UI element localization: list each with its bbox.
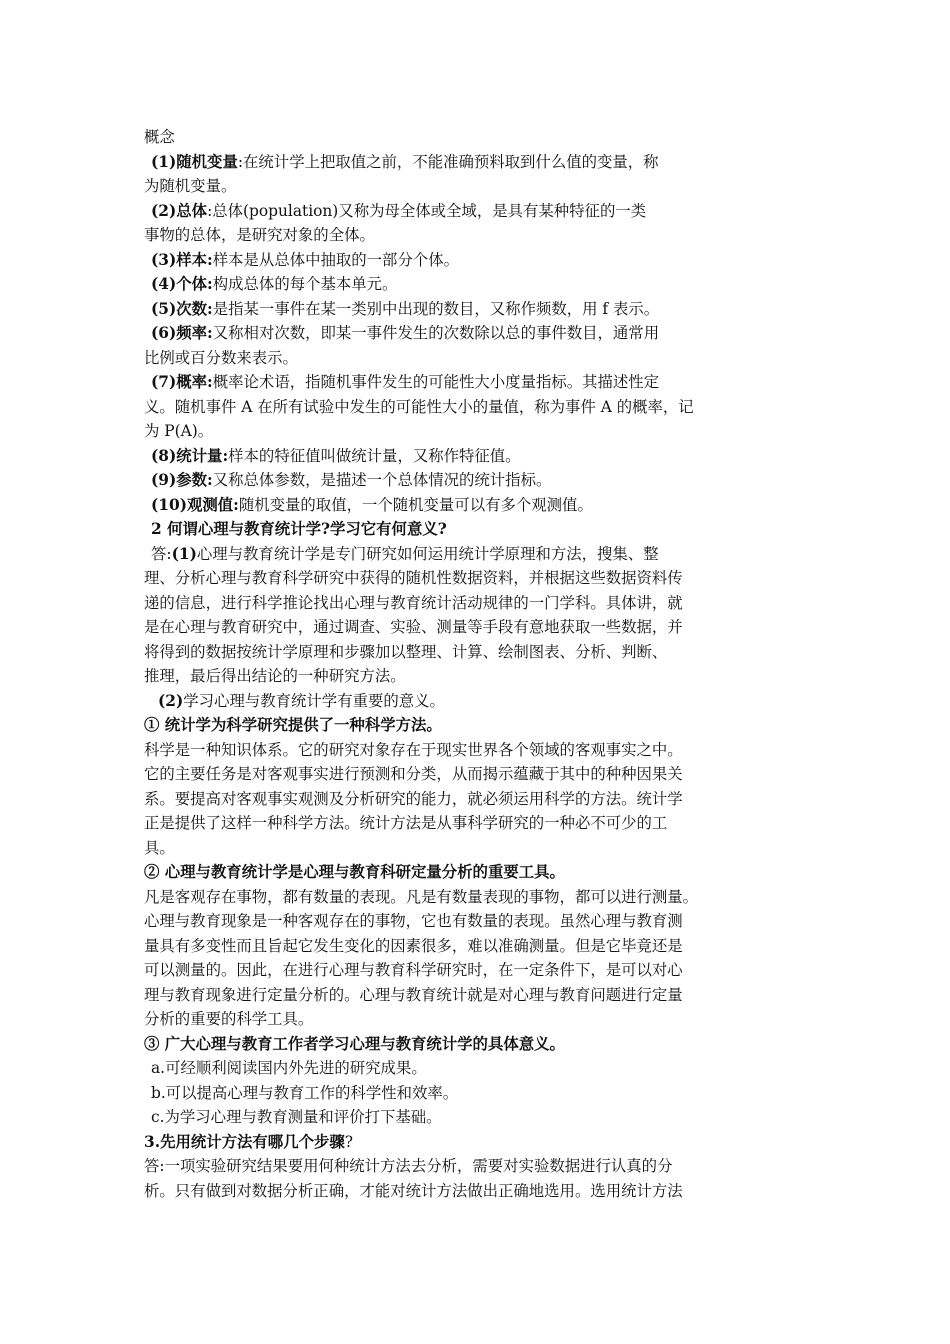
subheading-point-1 bbox=[144, 713, 744, 738]
definition-population bbox=[144, 199, 744, 224]
subheading-text: ③ 广大心理与教育工作者学习心理与教育统计学的具体意义。 bbox=[144, 1034, 565, 1053]
text-line: 义。随机事件 A 在所有试验中发生的可能性大小的量值，称为事件 A 的概率，记 bbox=[144, 397, 694, 416]
section-heading-concepts: 概念 bbox=[144, 128, 175, 146]
definition-text: 样本是从总体中抽取的一部分个体。 bbox=[212, 250, 460, 269]
subheading-point-3 bbox=[144, 1032, 744, 1057]
definition-relative-frequency bbox=[144, 321, 744, 346]
answer-text: 学习心理与教育统计学有重要的意义。 bbox=[183, 691, 445, 710]
definition-text: 又称相对次数，即某一事件发生的次数除以总的事件数目，通常用 bbox=[212, 324, 660, 342]
list-item-b: b.可以提高心理与教育工作的科学性和效率。 bbox=[151, 1083, 459, 1102]
term: (7)概率: bbox=[151, 373, 213, 391]
text-line: 析。只有做到对数据分析正确，才能对统计方法做出正确地选用。选用统计方法 bbox=[144, 1181, 683, 1200]
list-item-c: c.为学习心理与教育测量和评价打下基础。 bbox=[151, 1108, 442, 1126]
term: (6)频率: bbox=[151, 324, 213, 342]
text-line: 为 P(A)。 bbox=[144, 422, 214, 440]
text-line: 事物的总体，是研究对象的全体。 bbox=[144, 226, 375, 244]
term: (4)个体: bbox=[151, 275, 213, 293]
definition-text: 随机变量的取值，一个随机变量可以有多个观测值。 bbox=[238, 495, 593, 514]
subheading-point-2 bbox=[144, 860, 744, 885]
text-line: 量具有多变性而且旨起它发生变化的因素很多，难以准确测量。但是它毕竟还是 bbox=[144, 936, 683, 955]
text-line: 可以测量的。因此，在进行心理与教育科学研究时，在一定条件下，是可以对心 bbox=[144, 961, 683, 979]
term: (2)总体 bbox=[151, 201, 208, 220]
document-page bbox=[144, 125, 744, 1203]
text-line: 系。要提高对客观事实观测及分析研究的能力，就必须运用科学的方法。统计学 bbox=[144, 789, 683, 808]
definition-parameter bbox=[144, 468, 744, 493]
term: (1)随机变量 bbox=[151, 152, 238, 171]
question-suffix: ? bbox=[344, 1132, 354, 1151]
list-item-a: a.可经顺利阅读国内外先进的研究成果。 bbox=[151, 1059, 427, 1077]
text-line: 递的信息，进行科学推论找出心理与教育统计活动规律的一门学科。具体讲，就 bbox=[144, 593, 683, 612]
term: (9)参数: bbox=[151, 471, 213, 489]
definition-probability bbox=[144, 370, 744, 395]
answer-line bbox=[144, 542, 744, 567]
term: (10)观测值: bbox=[151, 495, 239, 514]
text-line: 正是提供了这样一种科学方法。统计方法是从事科学研究的一种必不可少的工 bbox=[144, 814, 668, 832]
question-heading-3 bbox=[144, 1130, 744, 1155]
definition-observed-value bbox=[144, 493, 744, 518]
definition-text: 又称总体参数，是描述一个总体情况的统计指标。 bbox=[212, 471, 552, 489]
text-line: 凡是客观存在事物，都有数量的表现。凡是有数量表现的事物，都可以进行测量。 bbox=[144, 887, 699, 906]
definition-text: :总体(population)又称为母全体或全域，是具有某种特征的一类 bbox=[207, 201, 647, 220]
question-heading-2 bbox=[144, 517, 744, 542]
text-line: 理与教育现象进行定量分析的。心理与教育统计就是对心理与教育问题进行定量 bbox=[144, 985, 683, 1004]
answer-text: 心理与教育统计学是专门研究如何运用统计学原理和方法，搜集、整 bbox=[196, 544, 659, 563]
question-text: 3.先用统计方法有哪几个步骤 bbox=[144, 1132, 345, 1151]
text-line: 分析的重要的科学工具。 bbox=[144, 1010, 314, 1028]
definition-text: :在统计学上把取值之前，不能准确预料取到什么值的变量，称 bbox=[237, 152, 659, 171]
term: (5)次数: bbox=[151, 299, 213, 318]
text-line: 理、分析心理与教育科学研究中获得的随机性数据资料，并根据这些数据资料传 bbox=[144, 569, 683, 587]
text-line: 心理与教育现象是一种客观存在的事物，它也有数量的表现。虽然心理与教育测 bbox=[144, 912, 683, 930]
answer-prefix: 答: bbox=[151, 544, 172, 563]
definition-individual bbox=[144, 272, 744, 297]
text-line: 推理，最后得出结论的一种研究方法。 bbox=[144, 667, 406, 685]
text-line: 科学是一种知识体系。它的研究对象存在于现实世界各个领域的客观事实之中。 bbox=[144, 740, 683, 759]
answer-number: (1) bbox=[171, 544, 197, 563]
definition-text: 概率论术语，指随机事件发生的可能性大小度量指标。其描述性定 bbox=[212, 373, 660, 391]
text-line: 是在心理与教育研究中，通过调查、实验、测量等手段有意地获取一些数据，并 bbox=[144, 618, 683, 636]
text-line: 为随机变量。 bbox=[144, 177, 237, 195]
definition-sample bbox=[144, 248, 744, 273]
subheading-text: ① 统计学为科学研究提供了一种科学方法。 bbox=[144, 716, 442, 734]
definition-text: 构成总体的每个基本单元。 bbox=[212, 275, 398, 293]
answer-line bbox=[144, 689, 744, 714]
term: (3)样本: bbox=[151, 250, 213, 269]
definition-random-variable bbox=[144, 150, 744, 175]
question-text: 2 何谓心理与教育统计学?学习它有何意义? bbox=[151, 520, 447, 538]
definition-text: 样本的特征值叫做统计量，又称作特征值。 bbox=[228, 446, 521, 465]
text-line: 具。 bbox=[144, 838, 175, 857]
answer-number: (2) bbox=[158, 691, 184, 710]
subheading-text: ② 心理与教育统计学是心理与教育科研定量分析的重要工具。 bbox=[144, 863, 565, 881]
definition-frequency-count bbox=[144, 297, 744, 322]
term: (8)统计量: bbox=[151, 446, 229, 465]
text-line: 将得到的数据按统计学原理和步骤加以整理、计算、绘制图表、分析、判断、 bbox=[144, 642, 668, 661]
text-line: 它的主要任务是对客观事实进行预测和分类，从而揭示蕴藏于其中的种种因果关 bbox=[144, 765, 683, 783]
text-line: 比例或百分数来表示。 bbox=[144, 348, 298, 367]
definition-text: 是指某一事件在某一类别中出现的数目，又称作频数，用 f 表示。 bbox=[212, 299, 660, 318]
definition-statistic bbox=[144, 444, 744, 469]
text-line: 答:一项实验研究结果要用何种统计方法去分析，需要对实验数据进行认真的分 bbox=[144, 1157, 673, 1175]
